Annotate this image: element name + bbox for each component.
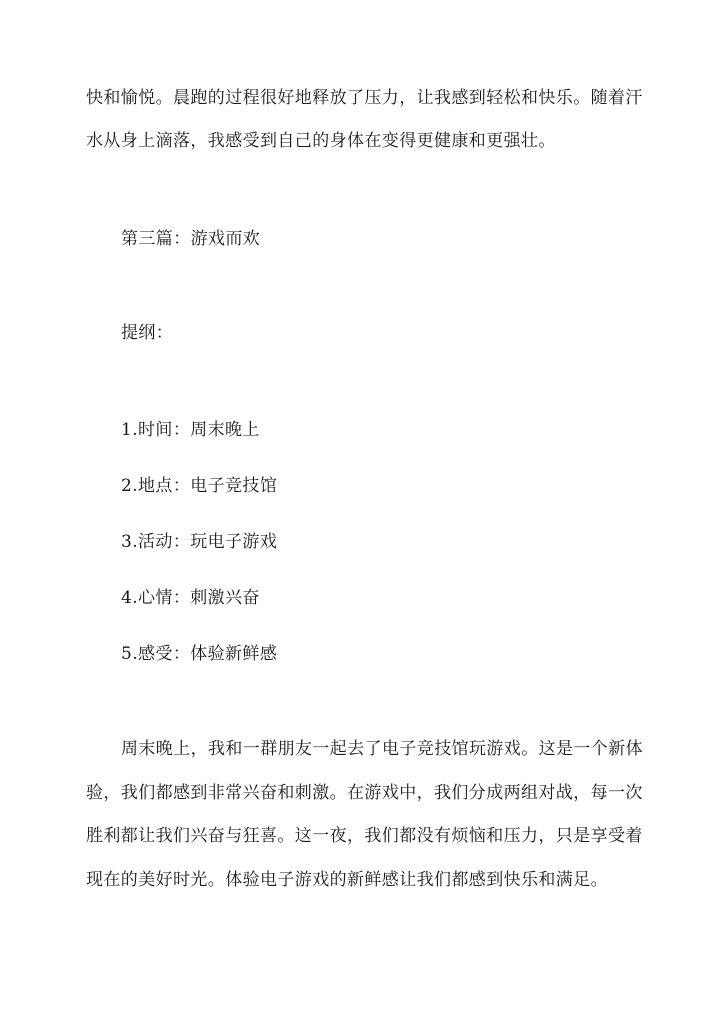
intro-paragraph-line-1: 快和愉悦。晨跑的过程很好地释放了压力，让我感到轻松和快乐。随着汗 [86, 88, 643, 108]
outline-item-mood: 4.心情：刺激兴奋 [121, 588, 260, 608]
intro-paragraph-line-2: 水从身上滴落，我感受到自己的身体在变得更健康和更强壮。 [86, 131, 556, 151]
body-paragraph-line-4: 现在的美好时光。体验电子游戏的新鲜感让我们都感到快乐和满足。 [86, 870, 608, 890]
body-paragraph-line-3: 胜利都让我们兴奋与狂喜。这一夜，我们都没有烦恼和压力，只是享受着 [86, 826, 643, 846]
body-paragraph-line-1: 周末晚上，我和一群朋友一起去了电子竞技馆玩游戏。这是一个新体 [121, 739, 643, 759]
outline-item-time: 1.时间：周末晚上 [121, 420, 260, 440]
outline-label: 提纲： [121, 323, 174, 343]
outline-item-place: 2.地点：电子竞技馆 [121, 476, 278, 496]
outline-item-activity: 3.活动：玩电子游戏 [121, 532, 278, 552]
section-title: 第三篇：游戏而欢 [121, 229, 261, 249]
body-paragraph-line-2: 验，我们都感到非常兴奋和刺激。在游戏中，我们分成两组对战，每一次 [86, 783, 643, 803]
outline-item-feeling: 5.感受：体验新鲜感 [121, 644, 278, 664]
